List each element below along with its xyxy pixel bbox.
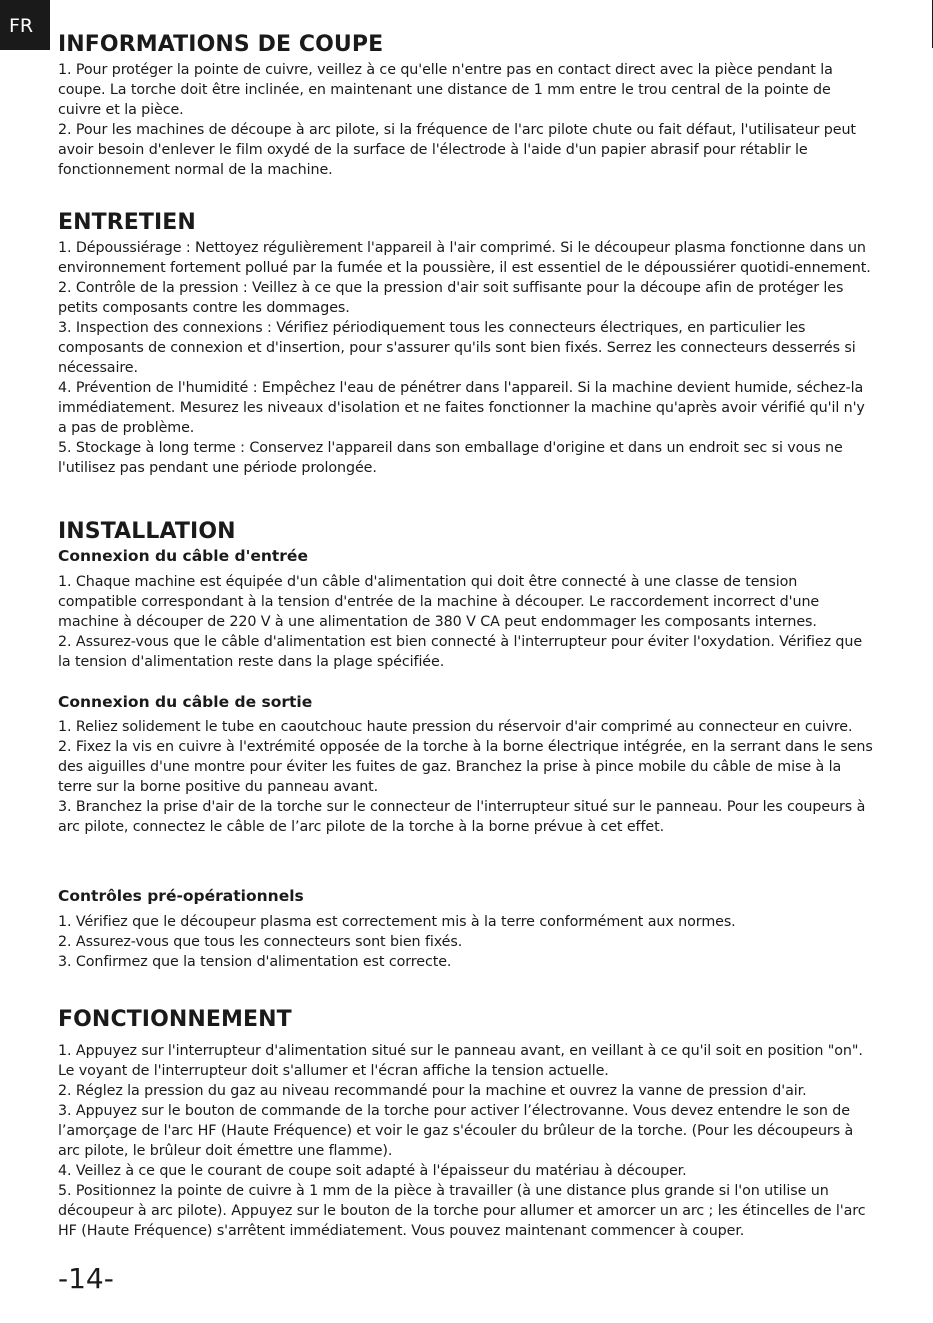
sortie-paragraphs bbox=[58, 717, 874, 837]
section-title-coupe: INFORMATIONS DE COUPE bbox=[58, 32, 384, 57]
list-item: 2. Contrôle de la pression : Veillez à ce que la pression d'air soit suffisante pour la découpe afin de protéger les petits composants contre les dommages. bbox=[58, 280, 844, 316]
list-item: 2. Assurez-vous que tous les connecteurs sont bien fixés. bbox=[58, 934, 463, 950]
list-item: 1. Chaque machine est équipée d'un câble d'alimentation qui doit être connecté à une classe de tension compatible correspondant à la tension d'entrée de la machine à découper. Le raccordement incorrect d'une machine à découper de 220 V à une alimentation de 380 V CA peut endommager les composants internes. bbox=[58, 574, 820, 630]
list-item: 3. Inspection des connexions : Vérifiez périodiquement tous les connecteurs électriques, en particulier les composants de connexion et d'insertion, pour s'assurer qu'ils sont bien fixés. Serrez les connecteurs desserrés si nécessaire. bbox=[58, 320, 856, 376]
entree-paragraphs bbox=[58, 572, 874, 672]
page-number: -14- bbox=[58, 1262, 114, 1295]
section-title-installation: INSTALLATION bbox=[58, 519, 236, 544]
list-item: 2. Pour les machines de découpe à arc pilote, si la fréquence de l'arc pilote chute ou fait défaut, l'utilisateur peut avoir besoin d'enlever le film oxydé de la surface de l'électrode à l'aide d'un papier abrasif pour rétablir le fonctionnement normal de la machine. bbox=[58, 122, 856, 178]
list-item: 1. Pour protéger la pointe de cuivre, veillez à ce qu'elle n'entre pas en contact direct avec la pièce pendant la coupe. La torche doit être inclinée, en maintenant une distance de 1 mm entre le trou central de la pointe de cuivre et la pièce. bbox=[58, 62, 833, 118]
list-item: 5. Stockage à long terme : Conservez l'appareil dans son emballage d'origine et dans un endroit sec si vous ne l'utilisez pas pendant une période prolongée. bbox=[58, 440, 843, 476]
list-item: 1. Appuyez sur l'interrupteur d'alimentation situé sur le panneau avant, en veillant à ce qu'il soit en position "on". Le voyant de l'interrupteur doit s'allumer et l'écran affiche la tension actuelle. bbox=[58, 1043, 863, 1079]
list-item: 1. Dépoussiérage : Nettoyez régulièrement l'appareil à l'air comprimé. Si le découpeur plasma fonctionne dans un environnement fortement pollué par la fumée et la poussière, il est essentiel de le dépoussiérer quotidi-ennement. bbox=[58, 240, 871, 276]
list-item: 2. Réglez la pression du gaz au niveau recommandé pour la machine et ouvrez la vanne de pression d'air. bbox=[58, 1083, 807, 1099]
subsection-title-sortie: Connexion du câble de sortie bbox=[58, 693, 313, 711]
entretien-paragraphs bbox=[58, 238, 874, 478]
list-item: 5. Positionnez la pointe de cuivre à 1 mm de la pièce à travailler (à une distance plus grande si l'on utilise un découpeur à arc pilote). Appuyez sur le bouton de la torche pour allumer et amorcer un arc ; les étincelles de l'arc HF (Haute Fréquence) s'arrêtent immédiatement. Vous pouvez maintenant commencer à couper. bbox=[58, 1183, 866, 1239]
section-title-entretien: ENTRETIEN bbox=[58, 210, 196, 235]
subsection-title-entree: Connexion du câble d'entrée bbox=[58, 547, 308, 565]
list-item: 1. Reliez solidement le tube en caoutchouc haute pression du réservoir d'air comprimé au connecteur en cuivre. bbox=[58, 719, 853, 735]
coupe-paragraphs bbox=[58, 60, 874, 180]
list-item: 4. Veillez à ce que le courant de coupe soit adapté à l'épaisseur du matériau à découper. bbox=[58, 1163, 687, 1179]
section-title-fonctionnement: FONCTIONNEMENT bbox=[58, 1007, 292, 1032]
list-item: 1. Vérifiez que le découpeur plasma est correctement mis à la terre conformément aux normes. bbox=[58, 914, 736, 930]
controles-paragraphs bbox=[58, 912, 874, 972]
fonctionnement-paragraphs bbox=[58, 1041, 874, 1241]
list-item: 2. Fixez la vis en cuivre à l'extrémité opposée de la torche à la borne électrique intégrée, en la serrant dans le sens des aiguilles d'une montre pour éviter les fuites de gaz. Branchez la prise à pince mobile du câble de mise à la terre sur la borne positive du panneau avant. bbox=[58, 739, 873, 795]
language-tab: FR bbox=[0, 0, 50, 50]
list-item: 3. Confirmez que la tension d'alimentation est correcte. bbox=[58, 954, 452, 970]
list-item: 4. Prévention de l'humidité : Empêchez l'eau de pénétrer dans l'appareil. Si la machine devient humide, séchez-la immédiatement. Mesurez les niveaux d'isolation et ne faites fonctionner la machine qu'après avoir vérifié qu'il n'y a pas de problème. bbox=[58, 380, 865, 436]
list-item: 3. Branchez la prise d'air de la torche sur le connecteur de l'interrupteur situé sur le panneau. Pour les coupeurs à arc pilote, connectez le câble de l’arc pilote de la torche à la borne prévue à cet effet. bbox=[58, 799, 866, 835]
list-item: 2. Assurez-vous que le câble d'alimentation est bien connecté à l'interrupteur pour éviter l'oxydation. Vérifiez que la tension d'alimentation reste dans la plage spécifiée. bbox=[58, 634, 863, 670]
list-item: 3. Appuyez sur le bouton de commande de la torche pour activer l’électrovanne. Vous devez entendre le son de l’amorçage de l'arc HF (Haute Fréquence) et voir le gaz s'écouler du brûleur de la torche. (Pour les découpeurs à arc pilote, le brûleur doit émettre une flamme). bbox=[58, 1103, 854, 1159]
subsection-title-controles: Contrôles pré-opérationnels bbox=[58, 887, 304, 905]
